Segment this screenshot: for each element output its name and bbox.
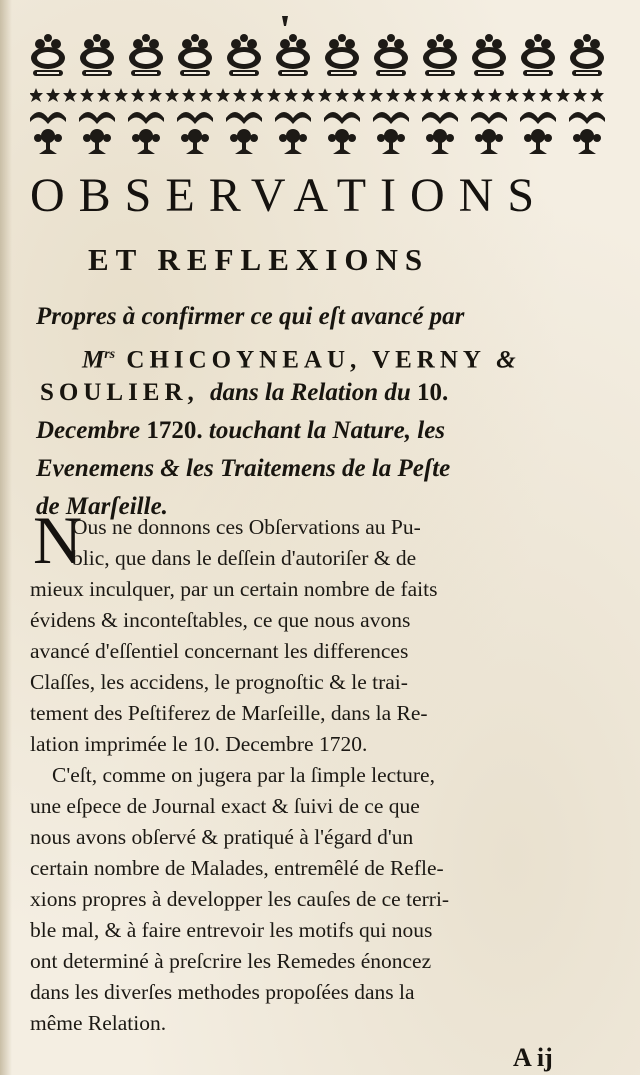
star-ornament	[301, 88, 315, 102]
star-ornament	[250, 88, 264, 102]
intro-line	[36, 336, 624, 374]
fleuron-ornament	[325, 34, 359, 76]
star-ornament	[539, 88, 553, 102]
star-ornament	[522, 88, 536, 102]
fleuron-ornament	[80, 34, 114, 76]
star-ornament	[114, 88, 128, 102]
scroll-ornament	[471, 112, 507, 154]
fleuron-ornament	[472, 34, 506, 76]
star-ornament	[165, 88, 179, 102]
star-ornament	[199, 88, 213, 102]
star-ornament	[556, 88, 570, 102]
star-ornament	[386, 88, 400, 102]
fleuron-ornament	[570, 34, 604, 76]
scroll-ornament	[128, 112, 164, 154]
body-line: avancé d'eſſentiel concernant les differences	[30, 639, 409, 663]
intro-line	[36, 374, 624, 412]
scroll-ornament	[422, 112, 458, 154]
fleuron-ornament	[31, 34, 65, 76]
intro-text: dans la Relation du	[210, 379, 418, 406]
scroll-ornament	[177, 112, 213, 154]
star-ornament	[284, 88, 298, 102]
scroll-ornament	[30, 112, 66, 154]
intro-text: Decembre	[36, 417, 147, 444]
star-ornament	[46, 88, 60, 102]
body-line: nous avons obſervé & pratiqué à l'égard d'un	[30, 825, 414, 849]
star-ornament	[573, 88, 587, 102]
star-ornament	[369, 88, 383, 102]
ornament-band	[30, 14, 608, 159]
intro-line: Evenemens & les Traitemens de la Peſte	[36, 455, 451, 482]
fleuron-ornament	[521, 34, 555, 76]
body-line: certain nombre de Malades, entremêlé de Refle-	[30, 856, 444, 880]
intro-text: M	[82, 346, 105, 374]
star-ornament	[505, 88, 519, 102]
intro-line: de Marſeille.	[36, 493, 168, 520]
body-line: dans les diverſes methodes propoſées dans la	[30, 980, 415, 1004]
body-line: même Relation.	[30, 1011, 167, 1035]
star-ornament	[30, 88, 43, 102]
body-line: xions propres à developper les cauſes de ce terri-	[30, 887, 450, 911]
body-line: Ous ne donnons ces Obſervations au Pu-	[72, 515, 421, 539]
star-ornament	[318, 88, 332, 102]
fleuron-ornament	[276, 34, 310, 76]
star-ornament	[80, 88, 94, 102]
scroll-ornament	[520, 112, 556, 154]
star-ornament	[335, 88, 349, 102]
star-ornament	[131, 88, 145, 102]
intro-names: CHICOYNEAU, VERNY	[115, 346, 497, 374]
page-subtitle: ET REFLEXIONS	[88, 242, 430, 277]
intro-paragraph	[36, 298, 624, 526]
body-line: ont determiné à preſcrire les Remedes énoncez	[30, 949, 432, 973]
body-line: lation imprimée le 10. Decembre 1720.	[30, 732, 368, 756]
star-ornament	[97, 88, 111, 102]
intro-number: 1720.	[146, 417, 209, 444]
scroll-ornament	[226, 112, 262, 154]
fleuron-ornament	[129, 34, 163, 76]
star-ornament	[352, 88, 366, 102]
star-ornament	[488, 88, 502, 102]
body-line: évidens & inconteſtables, ce que nous avons	[30, 608, 411, 632]
scroll-ornament	[324, 112, 360, 154]
fleuron-ornament	[227, 34, 261, 76]
star-ornament	[590, 88, 604, 102]
star-ornament	[148, 88, 162, 102]
star-ornament	[471, 88, 485, 102]
intro-ampersand: &	[496, 346, 516, 374]
star-ornament	[403, 88, 417, 102]
scroll-ornament	[275, 112, 311, 154]
star-ornament	[63, 88, 77, 102]
star-ornament	[233, 88, 247, 102]
intro-superscript: rs	[104, 347, 116, 362]
scroll-ornament	[569, 112, 605, 154]
body-line: ble mal, & à faire entrevoir les motifs qui nous	[30, 918, 433, 942]
intro-line	[36, 412, 624, 450]
signature-mark: A ij	[513, 1043, 553, 1072]
body-line: mieux inculquer, par un certain nombre de faits	[30, 577, 438, 601]
fleuron-ornament	[178, 34, 212, 76]
star-ornament	[216, 88, 230, 102]
intro-number: 10.	[417, 379, 449, 406]
star-ornament	[267, 88, 281, 102]
fleuron-ornament	[374, 34, 408, 76]
intro-line: Propres à confirmer ce qui eſt avancé par	[36, 303, 465, 330]
intro-names: SOULIER,	[40, 379, 211, 406]
drop-cap: N	[33, 502, 83, 578]
body-line: tement des Peſtiferez de Marſeille, dans la Re-	[30, 701, 428, 725]
star-ornament	[454, 88, 468, 102]
body-paragraphs	[30, 512, 624, 1039]
star-ornament	[420, 88, 434, 102]
body-line: blic, que dans le deſſein d'autoriſer & de	[72, 546, 417, 570]
star-ornament	[182, 88, 196, 102]
star-ornament	[437, 88, 451, 102]
body-line: Claſſes, les accidens, le prognoſtic & le trai-	[30, 670, 408, 694]
intro-text: touchant la Nature, les	[208, 417, 446, 444]
page-gutter	[0, 0, 12, 1075]
finial-ornament	[282, 16, 288, 26]
page-title: OBSERVATIONS	[30, 169, 549, 222]
fleuron-ornament	[423, 34, 457, 76]
body-line: C'eſt, comme on jugera par la ſimple lecture,	[52, 763, 435, 787]
scroll-ornament	[373, 112, 409, 154]
scroll-ornament	[79, 112, 115, 154]
body-line: une eſpece de Journal exact & ſuivi de ce que	[30, 794, 420, 818]
